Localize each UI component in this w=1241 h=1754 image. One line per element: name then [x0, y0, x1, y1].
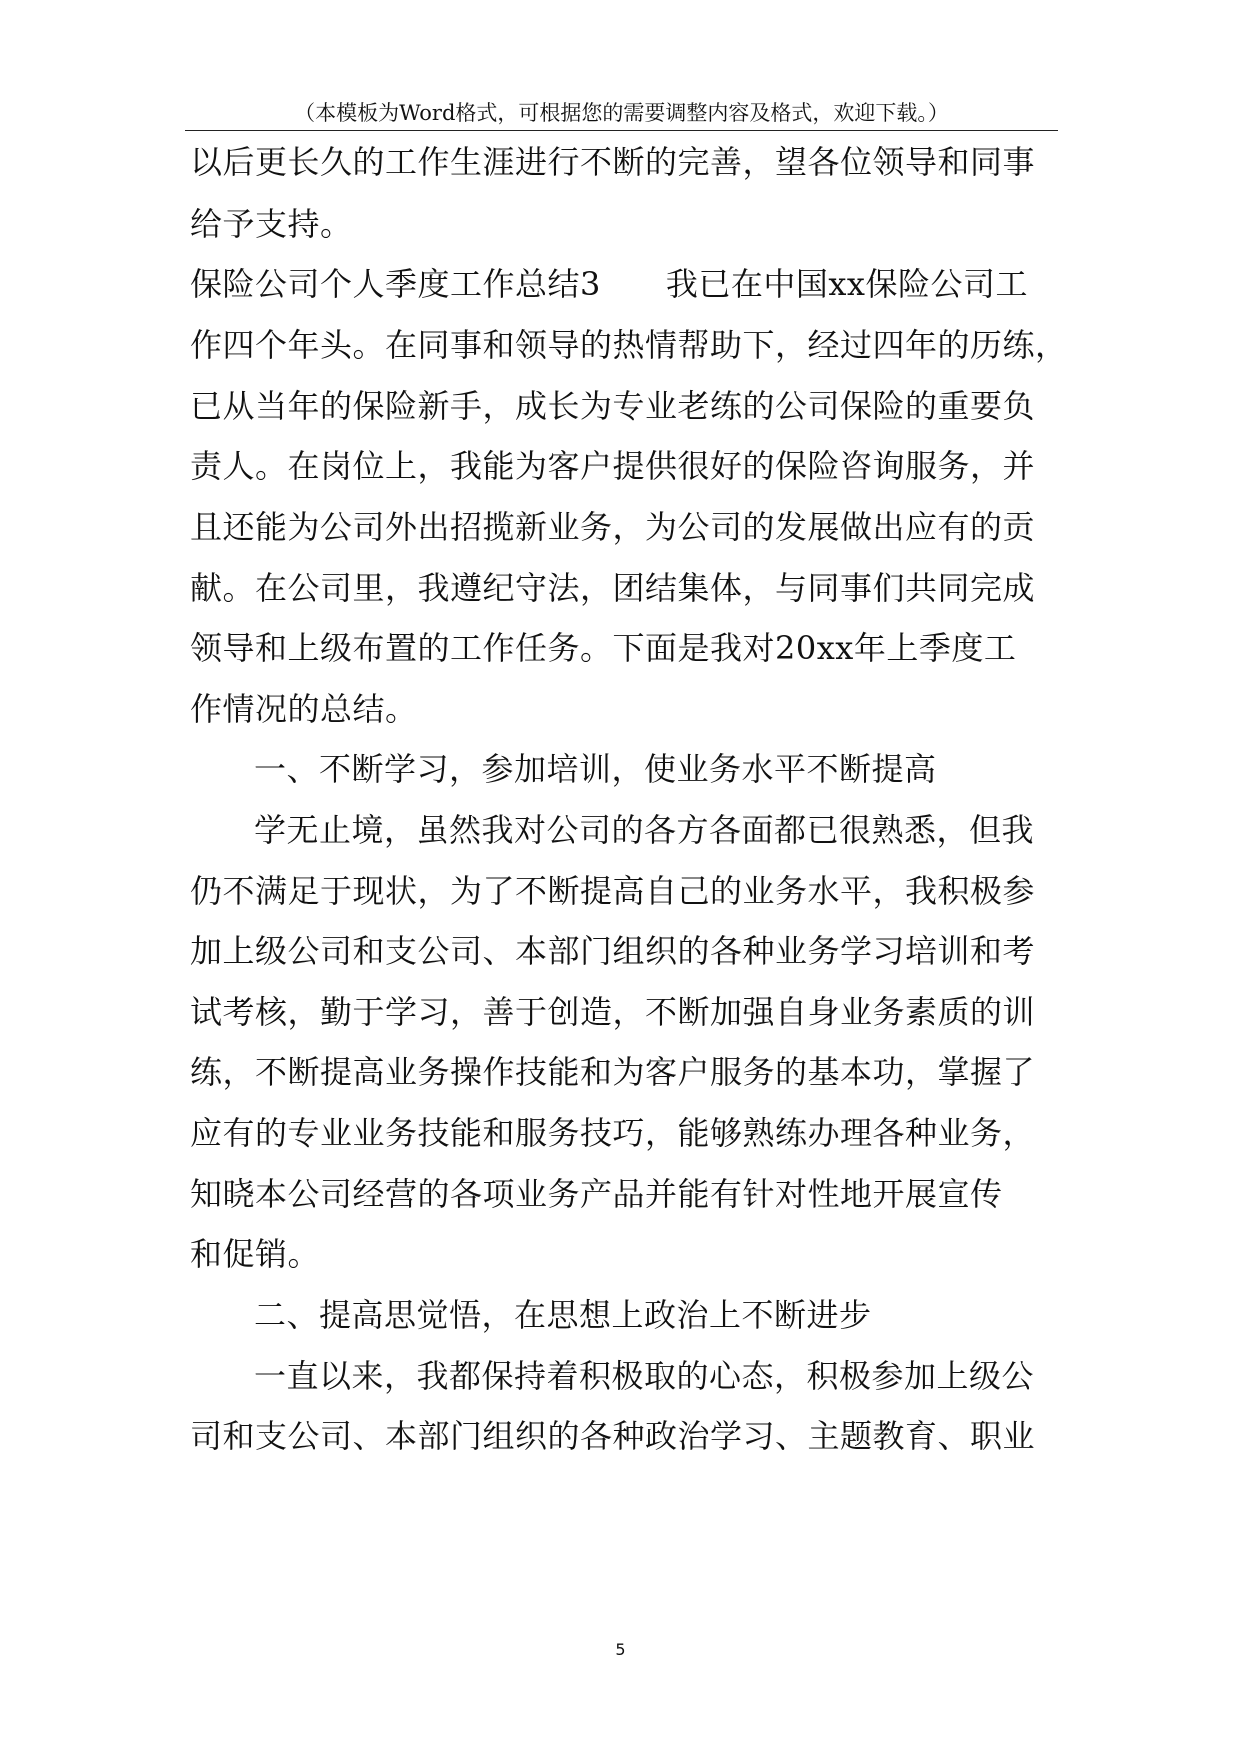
body-line: 作四个年头。在同事和领导的热情帮助下，经过四年的历练，	[190, 326, 1068, 364]
body-line: 和促销。	[190, 1235, 321, 1273]
body-line: 给予支持。	[190, 205, 353, 243]
body-line: 仍不满足于现状，为了不断提高自己的业务水平，我积极参	[190, 872, 1036, 910]
body-line: 献。在公司里，我遵纪守法，团结集体，与同事们共同完成	[190, 569, 1036, 607]
body-line: 加上级公司和支公司、本部门组织的各种业务学习培训和考	[190, 932, 1036, 970]
page-number: 5	[615, 1640, 626, 1659]
body-line: 责人。在岗位上，我能为客户提供很好的保险咨询服务，并	[190, 447, 1036, 485]
body-line: 以后更长久的工作生涯进行不断的完善，望各位领导和同事	[190, 143, 1036, 181]
body-line: 学无止境，虽然我对公司的各方各面都已很熟悉，但我	[254, 811, 1035, 849]
section-title-line: 保险公司个人季度工作总结3 我已在中国xx保险公司工	[190, 265, 1028, 303]
body-line: 练，不断提高业务操作技能和为客户服务的基本功，掌握了	[190, 1053, 1036, 1091]
body-line: 应有的专业业务技能和服务技巧，能够熟练办理各种业务，	[190, 1114, 1036, 1152]
body-line: 且还能为公司外出招揽新业务，为公司的发展做出应有的贡	[190, 508, 1036, 546]
header-divider	[185, 130, 1058, 131]
body-line: 试考核，勤于学习，善于创造，不断加强自身业务素质的训	[190, 993, 1036, 1031]
heading-1: 一、不断学习，参加培训，使业务水平不断提高	[254, 750, 937, 788]
body-line: 一直以来，我都保持着积极取的心态，积极参加上级公	[254, 1357, 1035, 1395]
body-line: 知晓本公司经营的各项业务产品并能有针对性地开展宣传	[190, 1175, 1003, 1213]
heading-2: 二、提高思觉悟，在思想上政治上不断进步	[254, 1296, 872, 1334]
body-line: 已从当年的保险新手，成长为专业老练的公司保险的重要负	[190, 387, 1036, 425]
header-notice: （本模板为Word格式，可根据您的需要调整内容及格式，欢迎下载。）	[294, 101, 949, 125]
body-line: 司和支公司、本部门组织的各种政治学习、主题教育、职业	[190, 1417, 1036, 1455]
body-line: 领导和上级布置的工作任务。下面是我对20xx年上季度工	[190, 629, 1017, 667]
body-line: 作情况的总结。	[190, 690, 418, 728]
